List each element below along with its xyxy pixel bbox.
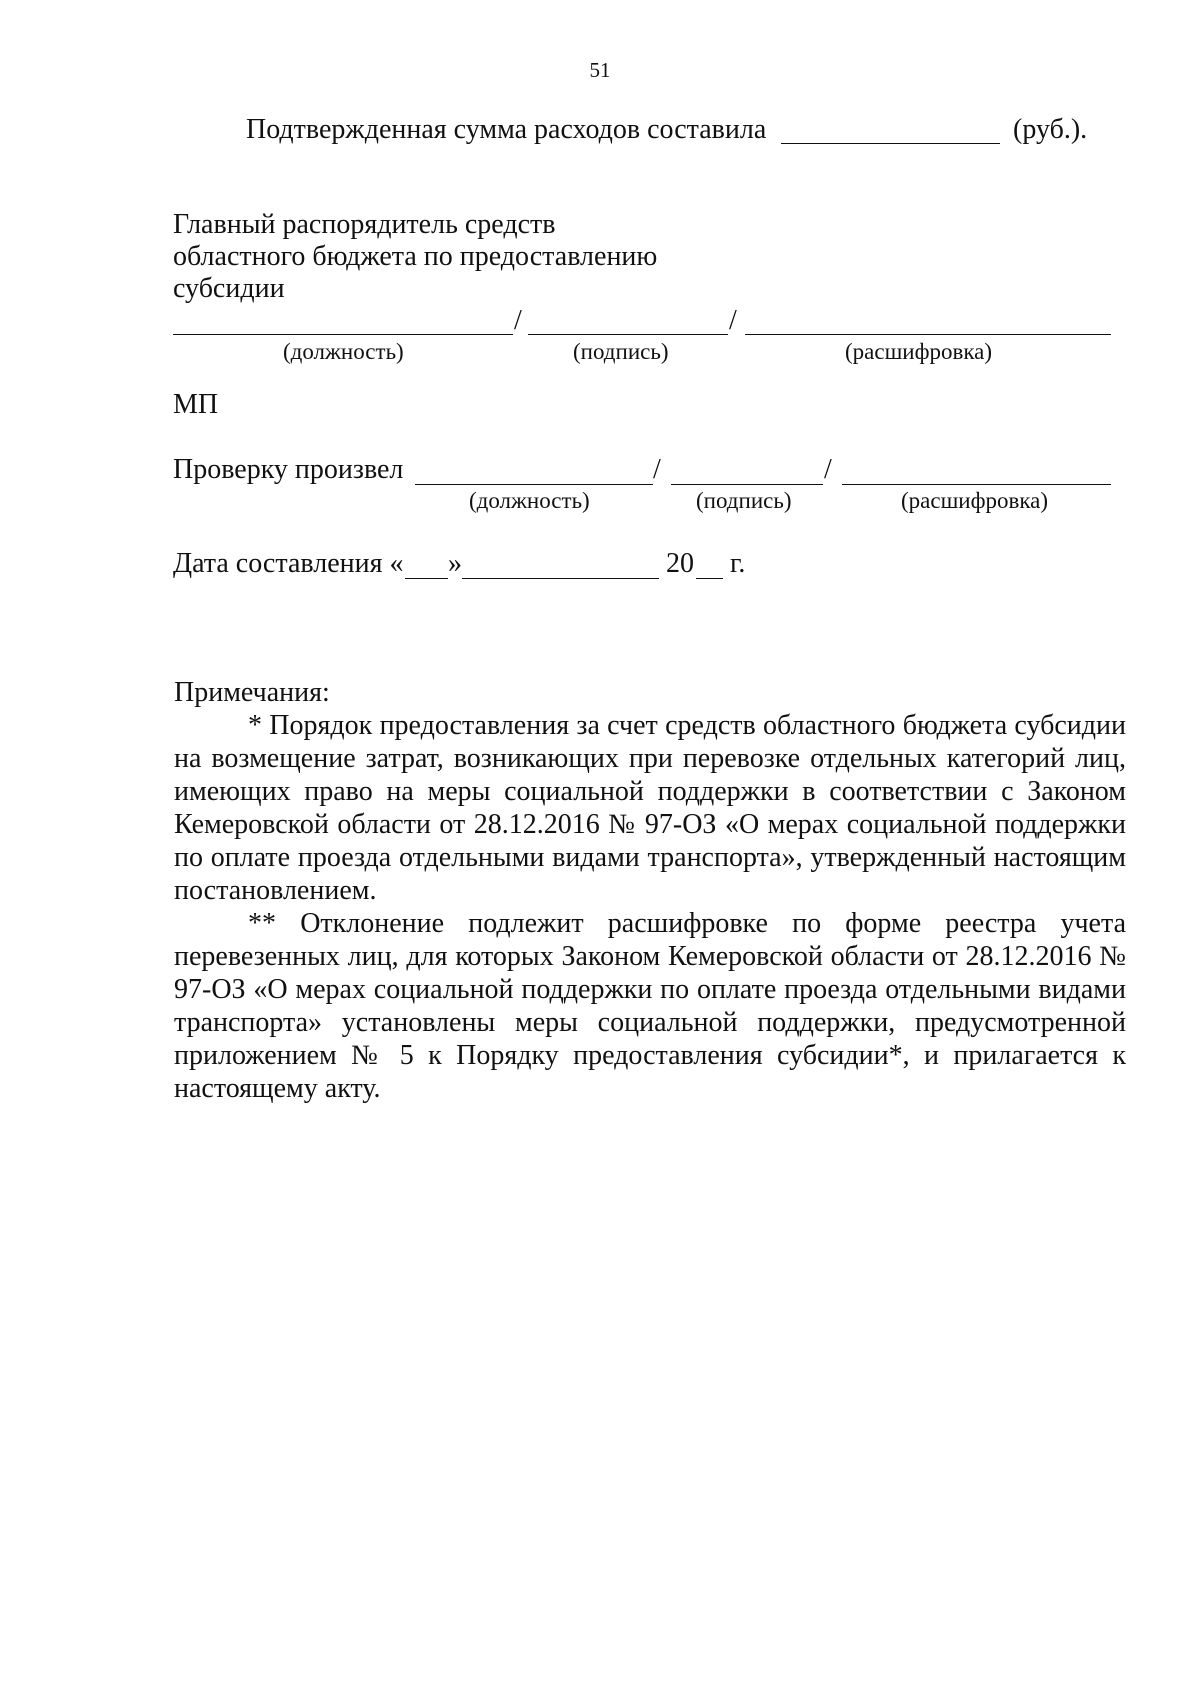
verifier-position-blank[interactable] — [415, 484, 653, 485]
date-year-blank[interactable] — [696, 578, 723, 579]
verifier-separator-2: / — [824, 454, 832, 485]
verifier-caption-position: (должность) — [469, 488, 590, 513]
notes-section — [174, 676, 1126, 1105]
stamp-label: МП — [173, 389, 219, 420]
head-signer-separator-2: / — [729, 305, 737, 336]
verifier-caption-signature: (подпись) — [696, 488, 792, 513]
date-month-blank[interactable] — [462, 578, 659, 579]
note-2: ** Отклонение подлежит расшифровке по форме реестра учета перевезенных лиц, для которых Законом Кемеровской области от 28.12.2016 № 97-ОЗ «О мерах социальной поддержки по оплате проезда отдельными видами транспорта» установлены меры социальной поддержки, предусмотренной приложением № 5 к Порядку предоставления субсидии*, и прилагается к настоящему акту. — [174, 908, 1126, 1104]
date-close-quote: » — [448, 548, 462, 579]
confirmed-sum-blank[interactable] — [781, 143, 1000, 144]
notes-title: Примечания: — [174, 677, 330, 708]
head-signer-separator-1: / — [514, 305, 522, 336]
date-day-blank[interactable] — [405, 578, 448, 579]
date-year-prefix: 20 — [666, 548, 694, 579]
date-label: Дата составления « — [173, 548, 404, 579]
confirmed-sum-unit: (руб.). — [1013, 114, 1088, 145]
head-signer-caption-position: (должность) — [283, 339, 404, 364]
head-signer-signature-blank[interactable] — [528, 334, 728, 335]
head-signer-caption-signature: (подпись) — [573, 339, 669, 364]
head-signer-title-line-2: областного бюджета по предоставлению — [173, 241, 658, 272]
head-signer-title-line-3: субсидии — [173, 273, 285, 304]
confirmed-sum-label: Подтвержденная сумма расходов составила — [246, 114, 767, 145]
page-number: 51 — [589, 58, 611, 82]
head-signer-caption-decoding: (расшифровка) — [845, 339, 993, 364]
verifier-signature-blank[interactable] — [671, 484, 823, 485]
verifier-caption-decoding: (расшифровка) — [901, 488, 1049, 513]
date-year-suffix: г. — [730, 548, 746, 579]
note-1: * Порядок предоставления за счет средств областного бюджета субсидии на возмещение затрат, возникающих при перевозке отдельных категорий лиц, имеющих право на меры социальной поддержки в соответствии с Законом Кемеровской области от 28.12.2016 № 97-ОЗ «О мерах социальной поддержки по оплате проезда отдельными видами транспорта», утвержденный настоящим постановлением. — [174, 710, 1126, 906]
head-signer-decoding-blank[interactable] — [745, 334, 1111, 335]
verifier-separator-1: / — [653, 454, 661, 485]
head-signer-position-blank[interactable] — [173, 334, 513, 335]
verifier-decoding-blank[interactable] — [842, 484, 1111, 485]
head-signer-title-line-1: Главный распорядитель средств — [173, 209, 556, 240]
verifier-label: Проверку произвел — [173, 454, 404, 485]
